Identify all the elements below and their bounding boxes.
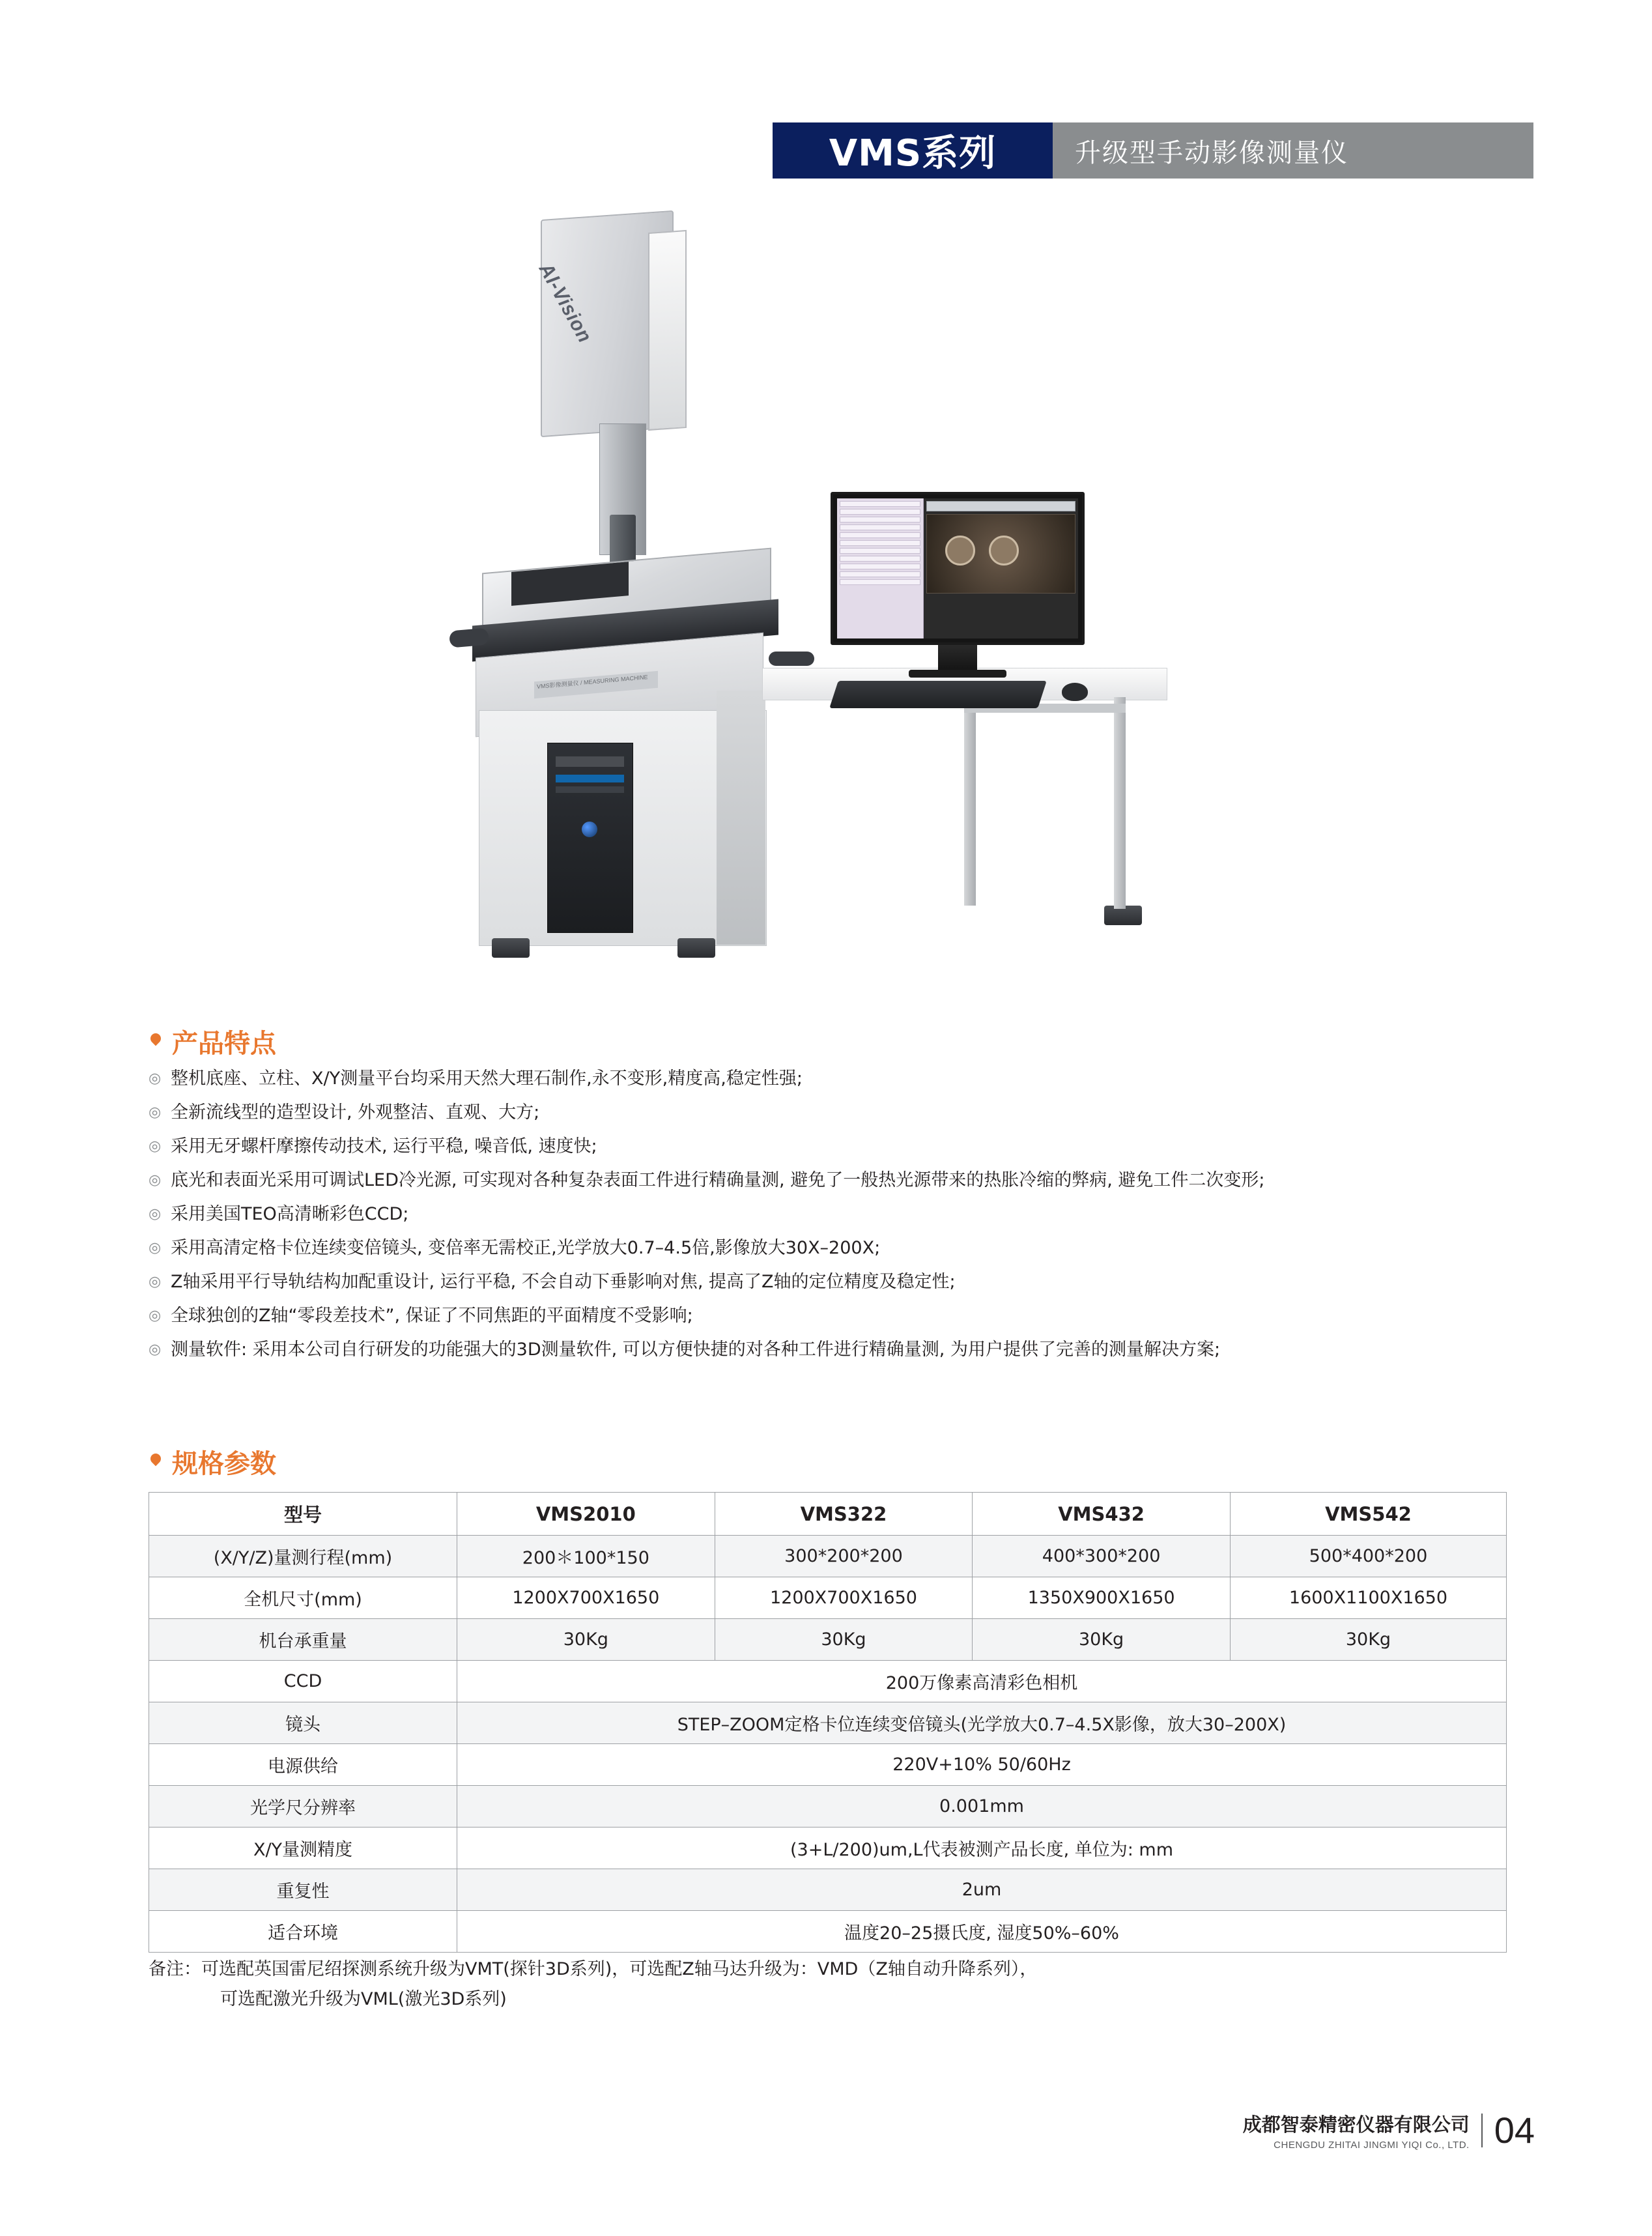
software-row xyxy=(840,579,920,585)
software-row xyxy=(840,524,920,530)
remark-block xyxy=(149,1955,1517,2014)
table-cell: 220V+10% 50/60Hz xyxy=(457,1744,1507,1786)
bullet-marker-icon: ◎ xyxy=(149,1104,162,1121)
list-item xyxy=(149,1066,1530,1092)
feature-text: 全球独创的Z轴“零段差技术”, 保证了不同焦距的平面精度不受影响; xyxy=(171,1306,693,1326)
software-row xyxy=(840,501,920,507)
list-item xyxy=(149,1100,1530,1126)
table-cell: STEP–ZOOM定格卡位连续变倍镜头(光学放大0.7–4.5X影像，放大30–200X) xyxy=(457,1702,1507,1744)
row-label: 光学尺分辨率 xyxy=(149,1786,457,1828)
table-cell: 1200X700X1650 xyxy=(715,1577,973,1619)
company-name-cn: 成都智泰精密仪器有限公司 xyxy=(1242,2113,1470,2136)
feature-text: 全新流线型的造型设计, 外观整洁、直观、大方; xyxy=(171,1102,540,1123)
table-cell: 500*400*200 xyxy=(1230,1536,1506,1577)
list-item xyxy=(149,1201,1530,1227)
table-cell: (3+L/200)um,L代表被测产品长度, 单位为: mm xyxy=(457,1828,1507,1869)
column-header: VMS542 xyxy=(1230,1493,1506,1536)
table-cell: 30Kg xyxy=(1230,1619,1506,1661)
software-toolbar xyxy=(926,501,1075,511)
feature-text: 测量软件: 采用本公司自行研发的功能强大的3D测量软件, 可以方便快捷的对各种工件进行精确量测, 为用户提供了完善的测量解决方案; xyxy=(171,1340,1221,1360)
series-title: VMS系列 xyxy=(829,132,997,175)
remark-line-2: 可选配激光升级为VML(激光3D系列) xyxy=(220,1989,507,2009)
keyboard xyxy=(829,681,1047,708)
page-number: 04 xyxy=(1494,2110,1535,2151)
header-subtitle: 升级型手动影像测量仪 xyxy=(1075,137,1348,168)
monitor-screen xyxy=(837,498,1078,638)
software-row xyxy=(840,556,920,562)
stage-knob-right xyxy=(769,652,814,666)
table-cell: 200万像素高清彩色相机 xyxy=(457,1661,1507,1702)
features-heading xyxy=(149,1023,276,1060)
feature-text: 底光和表面光采用可调试LED冷光源, 可实现对各种复杂表面工件进行精确量测, 避免了一般热光源带来的热胀冷缩的弊病, 避免工件二次变形; xyxy=(171,1170,1265,1190)
footer-divider xyxy=(1481,2114,1483,2147)
tower-vent-strip xyxy=(556,786,624,793)
row-label: 机台承重量 xyxy=(149,1619,457,1661)
company-block xyxy=(1243,2110,1470,2151)
bullet-marker-icon: ◎ xyxy=(149,1172,162,1188)
column-header: VMS432 xyxy=(973,1493,1231,1536)
workpiece-hole xyxy=(945,536,975,566)
product-photo xyxy=(352,195,1231,964)
machine-foot xyxy=(677,938,715,958)
bullet-marker-icon: ◎ xyxy=(149,1206,162,1222)
feature-text: 整机底座、立柱、X/Y测量平台均采用天然大理石制作,永不变形,精度高,稳定性强; xyxy=(171,1068,803,1089)
optical-drive-bay xyxy=(556,756,624,767)
list-item xyxy=(149,1235,1530,1261)
table-cell: 200＊100*150 xyxy=(457,1536,715,1577)
table-header-row xyxy=(149,1493,1507,1536)
software-main-panel xyxy=(924,498,1078,638)
bullet-marker-icon: ◎ xyxy=(149,1240,162,1256)
mouse xyxy=(1062,683,1088,701)
series-title-block xyxy=(773,122,1053,179)
table-cell: 1200X700X1650 xyxy=(457,1577,715,1619)
list-item xyxy=(149,1337,1530,1363)
row-label: 镜头 xyxy=(149,1702,457,1744)
table-row xyxy=(149,1911,1507,1953)
subtitle-block xyxy=(1053,122,1533,179)
bullet-marker-icon: ◎ xyxy=(149,1341,162,1358)
table-cell: 1600X1100X1650 xyxy=(1230,1577,1506,1619)
software-row xyxy=(840,509,920,515)
software-row xyxy=(840,540,920,546)
table-cell: 300*200*200 xyxy=(715,1536,973,1577)
drop-bullet-icon xyxy=(149,1452,163,1472)
list-item xyxy=(149,1168,1530,1194)
footer xyxy=(1243,2109,1535,2151)
tower-accent-strip xyxy=(556,775,624,782)
features-heading-label: 产品特点 xyxy=(172,1029,276,1059)
software-row xyxy=(840,564,920,569)
desk-leg xyxy=(1114,697,1126,909)
list-item xyxy=(149,1269,1530,1295)
column-header: VMS2010 xyxy=(457,1493,715,1536)
row-label: X/Y量测精度 xyxy=(149,1828,457,1869)
header-banner xyxy=(773,122,1533,179)
drop-bullet-icon xyxy=(149,1032,163,1052)
table-row xyxy=(149,1702,1507,1744)
feature-text: 采用无牙螺杆摩擦传动技术, 运行平稳, 噪音低, 速度快; xyxy=(171,1136,597,1156)
table-row xyxy=(149,1536,1507,1577)
table-row xyxy=(149,1619,1507,1661)
software-row xyxy=(840,548,920,554)
workpiece-hole xyxy=(989,536,1019,566)
desk-leg xyxy=(964,697,976,906)
table-row xyxy=(149,1869,1507,1911)
table-cell: 温度20–25摄氏度, 湿度50%–60% xyxy=(457,1911,1507,1953)
table-row xyxy=(149,1661,1507,1702)
row-label: 电源供给 xyxy=(149,1744,457,1786)
monitor-base xyxy=(909,670,1006,678)
row-label: CCD xyxy=(149,1661,457,1702)
tower-power-icon xyxy=(582,822,597,837)
machine-panel-label: VMS影像测量仪 / MEASURING MACHINE xyxy=(534,671,658,699)
company-name-en: CHENGDU ZHITAI JINGMI YIQI Co., LTD. xyxy=(1274,2139,1470,2151)
features-list xyxy=(149,1066,1530,1371)
row-label: 适合环境 xyxy=(149,1911,457,1953)
table-cell: 0.001mm xyxy=(457,1786,1507,1828)
table-cell: 400*300*200 xyxy=(973,1536,1231,1577)
table-cell: 1350X900X1650 xyxy=(973,1577,1231,1619)
bullet-marker-icon: ◎ xyxy=(149,1138,162,1154)
row-label: 全机尺寸(mm) xyxy=(149,1577,457,1619)
list-item xyxy=(149,1134,1530,1160)
table-row xyxy=(149,1786,1507,1828)
row-label: (X/Y/Z)量测行程(mm) xyxy=(149,1536,457,1577)
table-cell: 30Kg xyxy=(973,1619,1231,1661)
software-row xyxy=(840,517,920,523)
specs-heading xyxy=(149,1443,276,1480)
optical-head-side xyxy=(648,230,687,431)
table-row xyxy=(149,1577,1507,1619)
software-side-panel xyxy=(837,498,924,638)
measurement-preview xyxy=(926,514,1075,594)
software-row xyxy=(840,571,920,577)
feature-text: 采用高清定格卡位连续变倍镜头, 变倍率无需校正,光学放大0.7–4.5倍,影像放大30X–200X; xyxy=(171,1238,881,1258)
specs-heading-label: 规格参数 xyxy=(172,1449,276,1479)
feature-text: 采用美国TEO高清晰彩色CCD; xyxy=(171,1204,409,1224)
table-cell: 2um xyxy=(457,1869,1507,1911)
row-label: 重复性 xyxy=(149,1869,457,1911)
specifications-table xyxy=(149,1492,1507,1953)
table-row xyxy=(149,1828,1507,1869)
table-cell: 30Kg xyxy=(715,1619,973,1661)
list-item xyxy=(149,1303,1530,1329)
table-cell: 30Kg xyxy=(457,1619,715,1661)
machine-foot xyxy=(492,938,530,958)
monitor xyxy=(831,492,1085,645)
machine-cabinet-side xyxy=(717,691,765,945)
bullet-marker-icon: ◎ xyxy=(149,1070,162,1087)
column-header: 型号 xyxy=(149,1493,457,1536)
machine-brand-label: AI-Vision xyxy=(534,259,596,347)
computer-tower xyxy=(547,743,633,933)
column-header: VMS322 xyxy=(715,1493,973,1536)
table-row xyxy=(149,1744,1507,1786)
software-row xyxy=(840,532,920,538)
bullet-marker-icon: ◎ xyxy=(149,1274,162,1290)
bullet-marker-icon: ◎ xyxy=(149,1308,162,1324)
feature-text: Z轴采用平行导轨结构加配重设计, 运行平稳, 不会自动下垂影响对焦, 提高了Z轴的定位精度及稳定性; xyxy=(171,1272,956,1292)
remark-line-1: 备注：可选配英国雷尼绍探测系统升级为VMT(探针3D系列)，可选配Z轴马达升级为：VMD（Z轴自动升降系列）， xyxy=(149,1959,1038,1979)
